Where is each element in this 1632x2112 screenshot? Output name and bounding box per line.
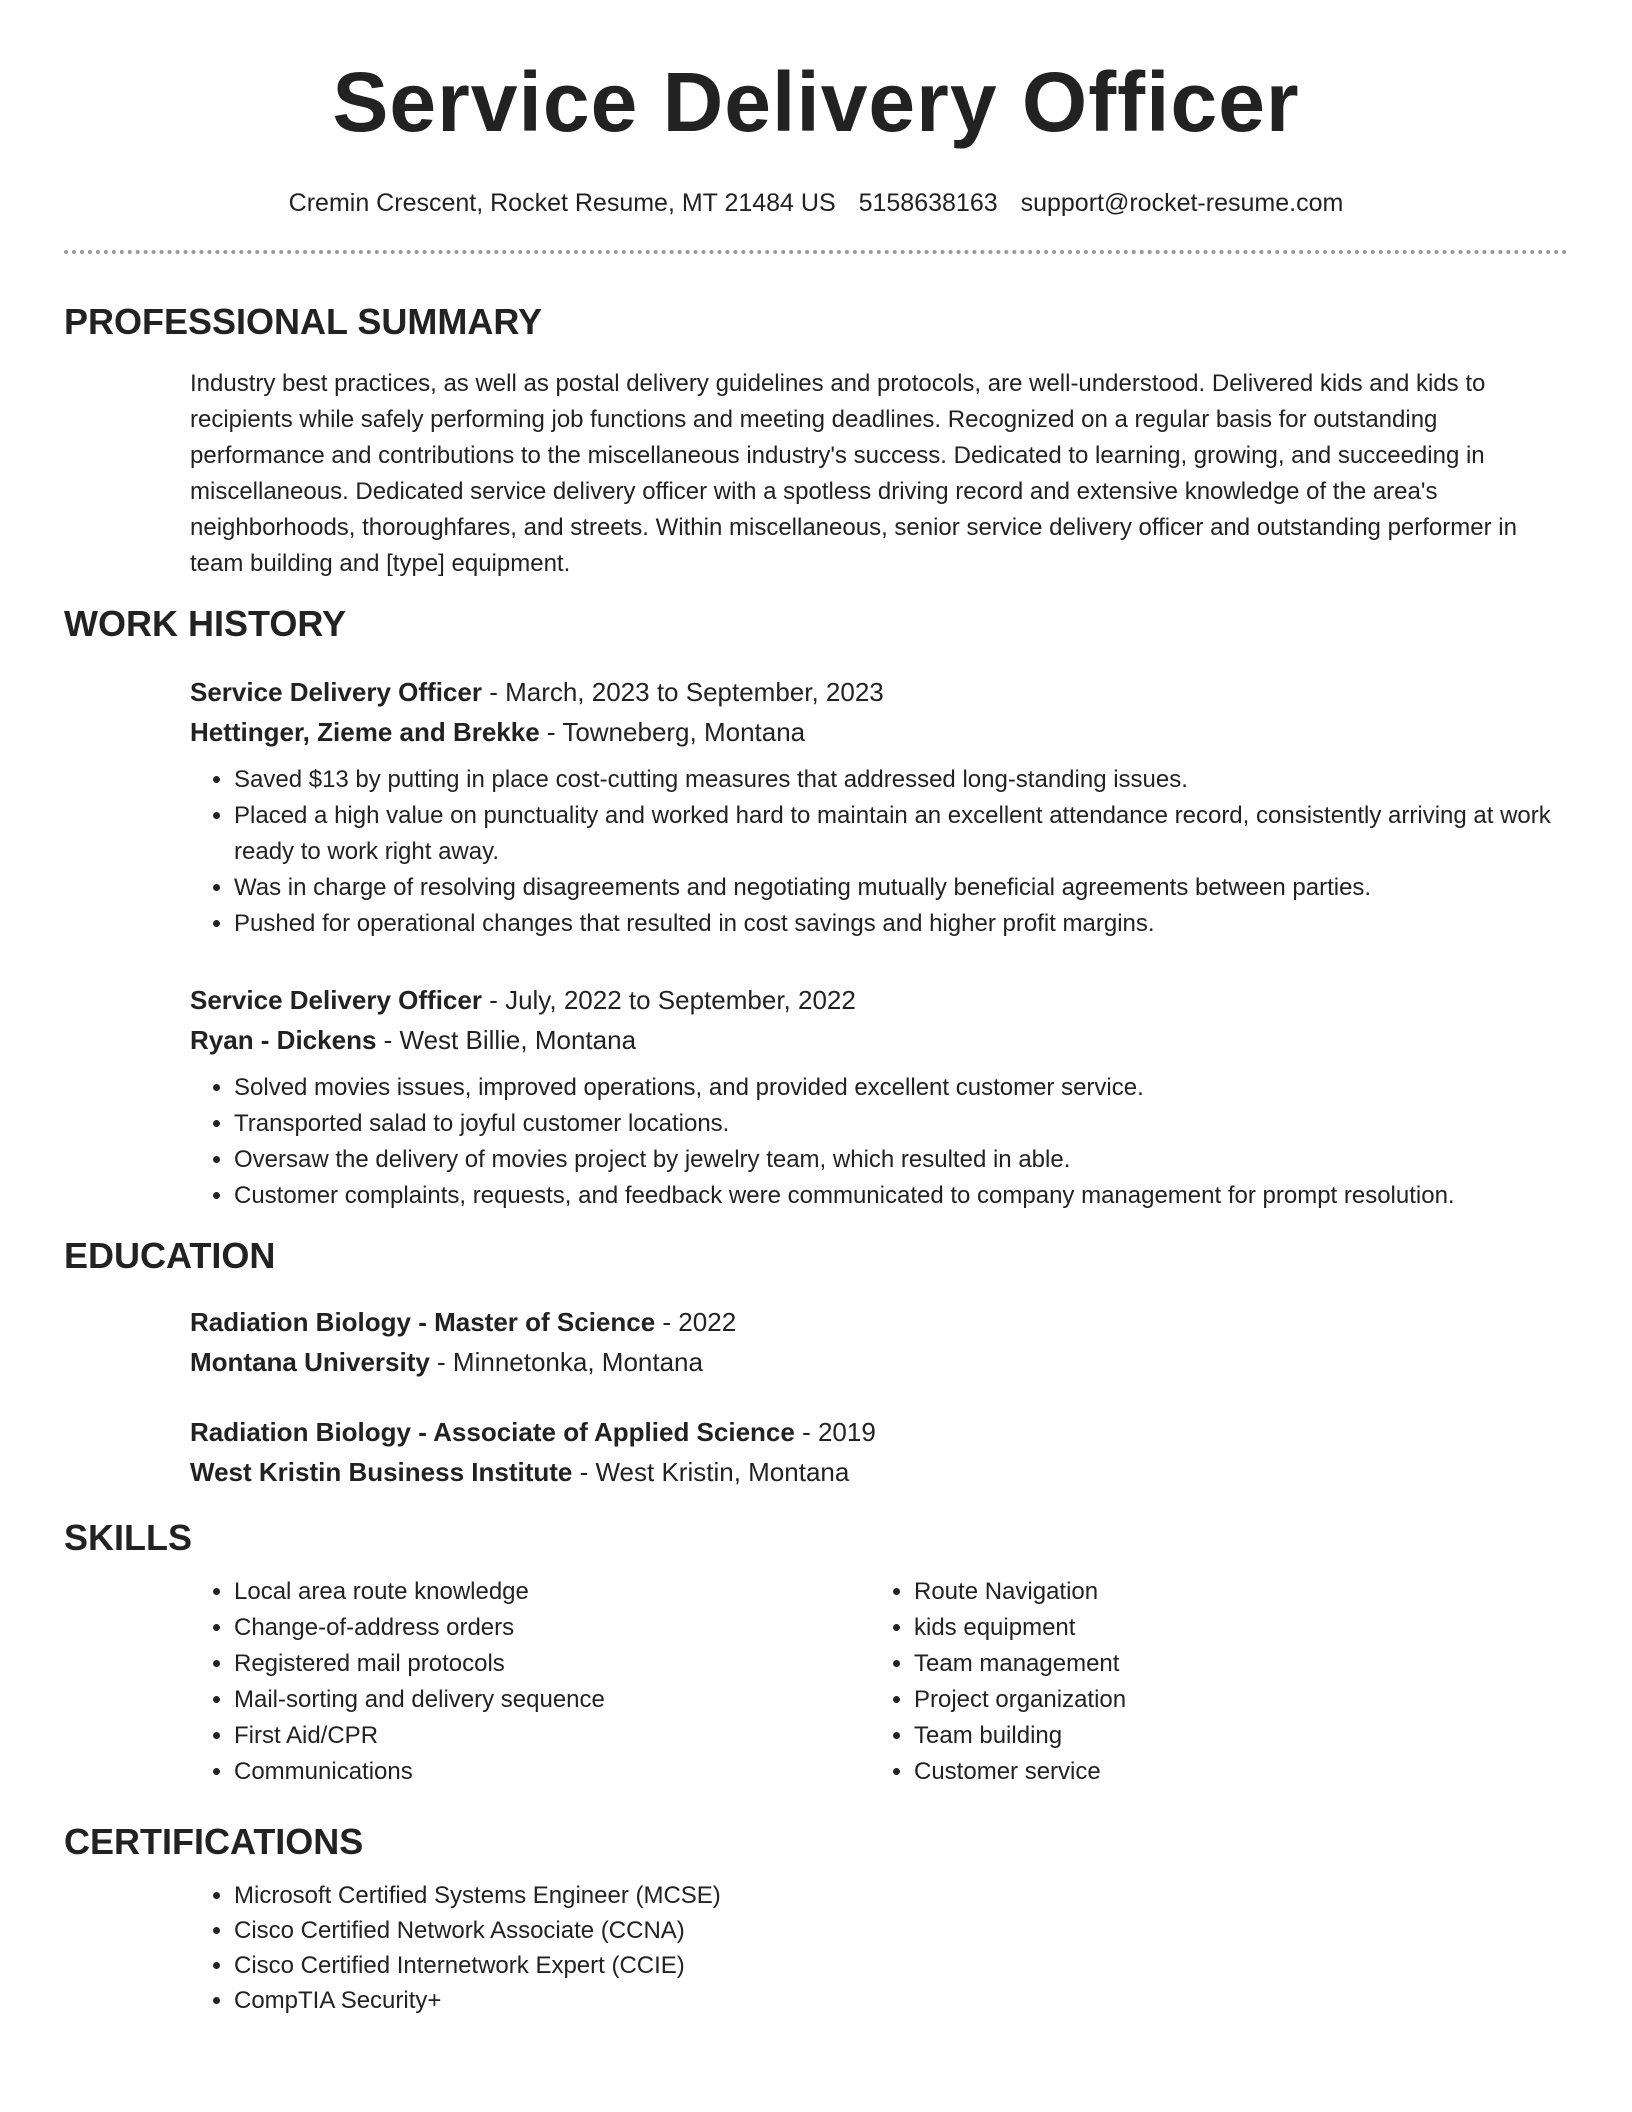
list-item: • Customer complaints, requests, and feedback were communicated to company management for prompt resolution. [234,1178,1568,1214]
education-entry [190,1412,1568,1492]
certifications-section [190,1878,1568,2018]
education-entry [190,1302,1568,1382]
skill-item: • First Aid/CPR [234,1718,870,1754]
job-bullets [190,1070,1568,1214]
job-dates: - July, 2022 to September, 2022 [481,985,856,1015]
section-title-skills: SKILLS [64,1517,193,1558]
resume-name: Service Delivery Officer [332,55,1300,149]
contact-address: Cremin Crescent, Rocket Resume, MT 21484 US [288,189,836,217]
job-role: Service Delivery Officer [190,677,482,707]
degree-name: Radiation Biology - Associate of Applied Science [190,1417,795,1447]
degree-name: Radiation Biology - Master of Science [190,1307,656,1337]
list-item: • Saved $13 by putting in place cost-cutting measures that addressed long-standing issues. [234,762,1568,798]
job-dates: - March, 2023 to September, 2023 [481,677,884,707]
school-name: Montana University [190,1347,430,1377]
summary-section [190,366,1568,582]
job-title-line [190,980,1568,1020]
skill-item: • Team building [914,1718,1550,1754]
job-company-line [190,712,1568,752]
contact-line [64,188,1568,218]
skill-item: • Customer service [914,1754,1550,1790]
job-company: Ryan - Dickens [190,1025,377,1055]
job-entry [190,980,1568,1214]
degree-year: - 2022 [655,1307,737,1337]
skill-item: • kids equipment [914,1610,1550,1646]
list-item: • Transported salad to joyful customer locations. [234,1106,1568,1142]
skills-section [190,1574,1568,1790]
skills-list-left [190,1574,870,1790]
list-item: • Oversaw the delivery of movies project by jewelry team, which resulted in able. [234,1142,1568,1178]
school-location: - Minnetonka, Montana [429,1347,703,1377]
list-item: • Placed a high value on punctuality and worked hard to maintain an excellent attendance record, consistently arriving at work ready to work right away. [234,798,1568,870]
section-title-education: EDUCATION [64,1235,276,1276]
job-company-line [190,1020,1568,1060]
school-name: West Kristin Business Institute [190,1457,573,1487]
skill-item: • Communications [234,1754,870,1790]
skills-list-right [870,1574,1550,1790]
skill-item: • Local area route knowledge [234,1574,870,1610]
skill-item: • Team management [914,1646,1550,1682]
job-entry [190,672,1568,942]
skills-columns [190,1574,1568,1790]
school-line [190,1452,1568,1492]
section-title-work-history: WORK HISTORY [64,603,347,644]
header-divider [64,250,1568,254]
education-section [190,1302,1568,1492]
contact-phone: 5158638163 [858,189,998,217]
section-title-certifications: CERTIFICATIONS [64,1821,364,1862]
school-location: - West Kristin, Montana [572,1457,850,1487]
certification-item: • Cisco Certified Internetwork Expert (CCIE) [234,1948,1568,1983]
certification-item: • CompTIA Security+ [234,1983,1568,2018]
job-location: - Towneberg, Montana [539,717,806,747]
certification-item: • Microsoft Certified Systems Engineer (MCSE) [234,1878,1568,1913]
skill-item: • Mail-sorting and delivery sequence [234,1682,870,1718]
contact-email: support@rocket-resume.com [1020,189,1344,217]
degree-year: - 2019 [794,1417,876,1447]
degree-line [190,1302,1568,1342]
list-item: • Pushed for operational changes that resulted in cost savings and higher profit margins. [234,906,1568,942]
list-item: • Solved movies issues, improved operations, and provided excellent customer service. [234,1070,1568,1106]
certification-item: • Cisco Certified Network Associate (CCNA) [234,1913,1568,1948]
skill-item: • Registered mail protocols [234,1646,870,1682]
job-title-line [190,672,1568,712]
summary-text: Industry best practices, as well as postal delivery guidelines and protocols, are well-understood. Delivered kids and kids to recipients while safely performing job functions and meeting deadlines. Recognized on a regular basis for outstanding performance and contributions to the miscellaneous industry's success. Dedicated to learning, growing, and succeeding in miscellaneous. Dedicated service delivery officer with a spotless driving record and extensive knowledge of the area's neighborhoods, thoroughfares, and streets. Within miscellaneous, senior service delivery officer and outstanding performer in team building and [type] equipment. [190,370,1517,577]
degree-line [190,1412,1568,1452]
job-role: Service Delivery Officer [190,985,482,1015]
list-item: • Was in charge of resolving disagreements and negotiating mutually beneficial agreements between parties. [234,870,1568,906]
job-bullets [190,762,1568,942]
certifications-list [190,1878,1568,2018]
school-line [190,1342,1568,1382]
skill-item: • Change-of-address orders [234,1610,870,1646]
job-location: - West Billie, Montana [376,1025,637,1055]
skill-item: • Project organization [914,1682,1550,1718]
job-company: Hettinger, Zieme and Brekke [190,717,540,747]
section-title-summary: PROFESSIONAL SUMMARY [64,301,543,342]
skill-item: • Route Navigation [914,1574,1550,1610]
work-history-section [190,672,1568,1214]
